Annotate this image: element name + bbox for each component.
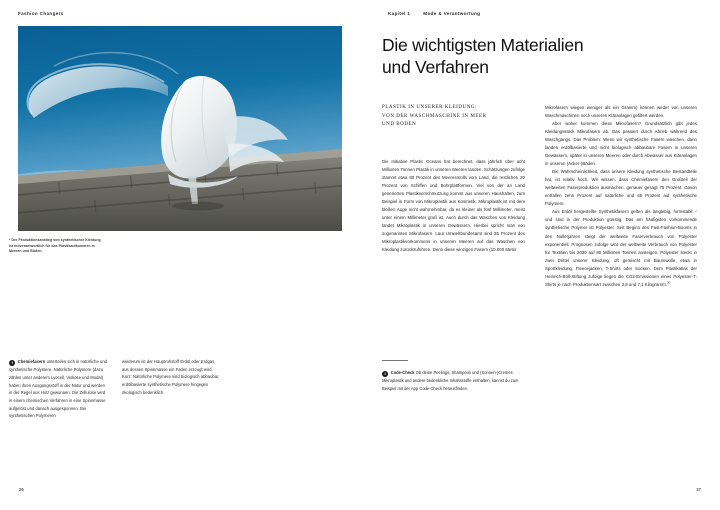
info-box-title: Chemiefasern (17, 359, 46, 364)
body-column-left (382, 158, 525, 254)
subhead-line-2: VON DER WASCHMASCHINE IN MEER (382, 113, 487, 119)
running-head-left: Fashion Changers (18, 11, 64, 16)
code-box-body (382, 369, 525, 393)
info-box-text-2: wiederum ist der Hauptrohstoff Erdöl oder Erdgas, aus dessen Spinnmasse ein Faden erzeugt wird. Kurz: Natürliche Polymere sind biologisch abbaubar, erdölbasierte synthetische Polymere hingegen ökologisch bedenklich. (122, 359, 220, 395)
headline-line-1: Die wichtigsten Materialien (382, 34, 584, 55)
info-icon: i (9, 360, 15, 366)
info-box-column-2 (122, 358, 222, 420)
paragraph (545, 208, 697, 288)
info-box-text-1: unterteilen sich in natürliche und synthetische Polymere. Natürliche Polymere (dazu zählen unter anderem Lyocell, Viskose und Modal) haben ihren Ausgangsstoff in der Natur und werden in der Regel aus Holz gewonnen. Die Zellulose wird in einem chemischen Verfahren in eine Spinnmasse aufgelöst und danach ausgesponnen. Bei synthetischen Polymeren (9, 359, 107, 419)
right-page (360, 0, 720, 510)
code-box-text: Ob deine Peelings, Shampoos und (Sonnen-)Cremes Mikroplastik und andere bedenkliche Inhaltsstoffe enthalten, kannst du zum Beispiel mit der App Code-Check herausfinden. (382, 369, 519, 391)
photo-image (18, 26, 342, 231)
page-number-right: 27 (696, 487, 701, 492)
photo-caption: * Der Produktionsanstieg von synthetischer Kleidung ist mitverantwortlich für das Plastikaufkommen in Meeren und Böden. (9, 238, 101, 254)
section-subhead (382, 104, 532, 130)
chapter-title: Mode & Verantwortung (423, 11, 481, 16)
subhead-line-1: PLASTIK IN UNSERER KLEIDUNG: (382, 105, 477, 110)
code-check-info-box (382, 360, 525, 392)
paragraph-text: Aus Erdöl hergestellte Synthetikfasern gelten als langlebig, formstabil – und sind in der Produktion günstig. Das am häufigsten vorkommende synthetische Polymer ist Polyester. Seit Beginn des Fast-Fashion-Booms in den Nullerjahren steigt der weltweite Faserverbrauch von Polyester exponentiell. Prognosen zufolge wird der weltweite Verbrauch von Polyester für Textilien bis 2030 auf 80 Millionen Tonnen ansteigen. Polyester steckt in zwei Drittel unserer Kleidung, oft gemischt mit Baumwolle, etwa in Sportkleidung, Fleecejacken, T-Shirts oder Socken. Dem Plastikatlas der Heinrich-Böll-Stiftung zufolge liegen die CO2-Emissionen eines Polyester-T-Shirts je nach Produktionsart zwischen 3,8 und 7,1 Kilogramm. (545, 209, 697, 287)
paragraph: Mikrofasern wiegen weniger als ein Gramm) können weder von unseren Waschmaschinen noch unseren Kläranlagen gefiltert werden. (545, 105, 697, 119)
page-number-left: 26 (19, 487, 24, 492)
body-column-right (545, 104, 697, 289)
info-box-column-1 (9, 358, 109, 420)
paragraph: Aber woher kommen diese Mikrofasern? Grundsätzlich gibt jedes Kleidungsstück Mikrofasern ab. Das passiert durch Abrieb während des Waschgangs. Das Problem: Wenn wir synthetische Fasern waschen, dann landen erdölbasierte und nicht biologisch abbaubare Fasern in unseren Gewässern, später in unseren Meeren oder durch Abwasser aus Kläranlagen in unseren (Acker-)Böden. (545, 121, 697, 167)
headline-line-2: und Verfahren (382, 57, 489, 78)
info-icon: i (382, 371, 388, 377)
chapter-number: Kapitel 1 (388, 11, 411, 16)
paragraph: Die Initiative Plastic Oceans hat berechnet, dass jährlich über acht Millionen Tonnen Plastik in unseren Meeren landen. Schätzungen zufolge stammt etwa 80 Prozent des Meeresmülls vom Land, die restlichen 20 Prozent von Schiffen und Bohrplattformen. Viel von der an Land generierten Plastikverschmutzung kommt aus unseren Haushalten, zum Beispiel in Form von Mikroplastik aus Kosmetik. Mikroplastik ist mit dem bloßen Auge nicht wahrnehmbar, da es kleiner als fünf Millimeter, meist unter einem Millimeter groß ist. Auch durch das Waschen von Kleidung landet Mikroplastik in unseren Gewässern. Hierbei spricht man von sogenannten Mikrofasern. Laut Umweltbundesamt sind 35 Prozent des Mikroplastikvorkommens in unseren Meeren auf das Waschen von Kleidung zurückzuführen. Denn diese winzigen Fasern (10.000 Meter (382, 159, 525, 253)
page-title (382, 34, 682, 80)
footnote-marker: 30 (666, 280, 671, 285)
code-box-rule (382, 360, 408, 361)
code-box-title: Code-Check (390, 369, 415, 375)
running-head-right (388, 11, 480, 16)
subhead-line-3: UND BODEN (382, 122, 417, 128)
chemiefasern-info-box (9, 358, 223, 420)
paragraph: Die Wahrscheinlichkeit, dass unsere Kleidung synthetische Bestandteile hat, ist relativ hoch. Wir wissen, dass Chemiefasern den Großteil der weltweiten Faserproduktion ausmachen, genauer gesagt 75 Prozent. Davon entfallen zehn Prozent auf natürliche und 65 Prozent auf synthetische Polymere. (545, 169, 697, 207)
photo-figure (18, 26, 342, 231)
